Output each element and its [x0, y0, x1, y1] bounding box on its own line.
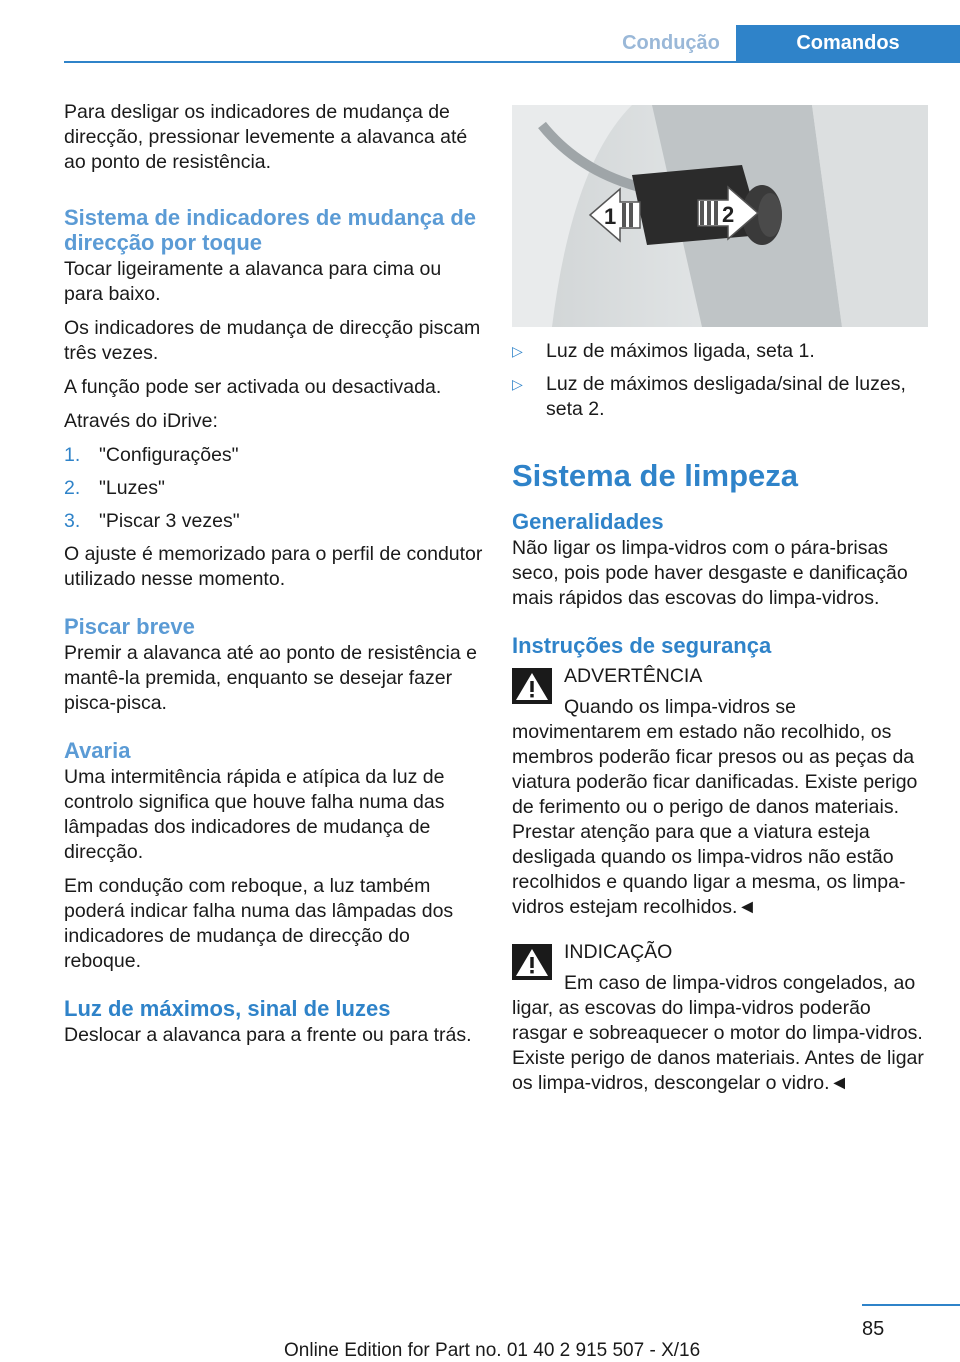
note-label: INDICAÇÃO	[564, 941, 673, 963]
fault-heading: Avaria	[64, 738, 131, 763]
list-item	[64, 509, 484, 534]
warning-block	[512, 664, 930, 920]
header-section-tab: Condução	[622, 31, 720, 54]
touch-paragraph-1: Tocar ligeiramente a alavanca para cima ou para baixo.	[64, 258, 442, 305]
arrow-1-label: 1	[604, 204, 617, 229]
header-chapter-tab: Comandos	[736, 25, 960, 62]
lever-drawing	[512, 105, 928, 327]
high-beam-heading: Luz de máximos, sinal de luzes	[64, 996, 391, 1021]
list-item	[64, 443, 484, 468]
bullet-text: Luz de máximos ligada, seta 1.	[546, 340, 815, 362]
left-column	[64, 100, 484, 1057]
step-number: 3.	[64, 510, 81, 532]
intro-paragraph: Para desligar os indicadores de mudança de direcção, pressionar levemente a alavanca até ao ponto de resistência.	[64, 101, 468, 173]
list-item	[512, 339, 930, 364]
list-item	[512, 372, 930, 422]
warning-triangle-icon	[512, 668, 552, 704]
general-heading: Generalidades	[512, 509, 664, 534]
touch-paragraph-5: O ajuste é memorizado para o perfil de condutor utilizado nesse momento.	[64, 543, 483, 590]
arrow-2-label: 2	[722, 202, 735, 227]
brief-paragraph: Premir a alavanca até ao ponto de resistência e mantê-la premida, enquanto se desejar fazer pisca-pisca.	[64, 642, 477, 714]
fault-paragraph-2: Em condução com reboque, a luz também poderá indicar falha numa das lâmpadas dos indicadores de mudança de direcção do reboque.	[64, 875, 454, 972]
step-number: 1.	[64, 444, 81, 466]
brief-flash-heading: Piscar breve	[64, 614, 195, 639]
page-number: 85	[862, 1318, 885, 1340]
step-number: 2.	[64, 477, 81, 499]
high-beam-paragraph: Deslocar a alavanca para a frente ou para trás.	[64, 1024, 472, 1046]
general-paragraph: Não ligar os limpa-vidros com o pára-brisas seco, pois pode haver desgaste e danificação mais rápidos das escovas do limpa-vidros.	[512, 537, 908, 609]
note-text: Em caso de limpa-vidros congelados, ao ligar, as escovas do limpa-vidros poderão rasgar e sobreaquecer o motor do limpa-vidros. Existe perigo de danos materiais. Antes de ligar os limpa-vidros, descongelar o vidro.◄	[512, 972, 924, 1094]
bullet-text: Luz de máximos desligada/sinal de luzes, seta 2.	[546, 373, 906, 420]
right-column	[512, 100, 930, 1096]
touch-signal-heading: Sistema de indicadores de mudança de direcção por toque	[64, 205, 477, 255]
touch-paragraph-4: Através do iDrive:	[64, 410, 218, 432]
step-text: "Piscar 3 vezes"	[99, 510, 240, 532]
footer-rule	[862, 1304, 960, 1306]
wiper-system-heading: Sistema de limpeza	[512, 458, 799, 493]
safety-heading: Instruções de segurança	[512, 633, 772, 658]
step-text: "Luzes"	[99, 477, 165, 499]
edition-line: Online Edition for Part no. 01 40 2 915 507 - X/16	[284, 1340, 701, 1361]
triangle-bullet-icon: ▷	[512, 376, 523, 392]
warning-text: Quando os limpa-vidros se movimentarem em estado não recolhido, os membros poderão ficar presos ou as peças da viatura poderão ficar danificadas. Existe perigo de ferimento ou o perigo de danos materiais. Prestar atenção para que a viatura esteja desligada quando os limpa-vidros não estão recolhidos e quando ligar a mesma, os limpa-vidros estejam recolhidos.◄	[512, 696, 918, 918]
triangle-bullet-icon: ▷	[512, 343, 523, 359]
lever-illustration	[512, 105, 928, 327]
note-block	[512, 940, 930, 1096]
touch-paragraph-3: A função pode ser activada ou desactivada.	[64, 376, 442, 398]
list-item	[64, 476, 484, 501]
idrive-steps-list	[64, 443, 484, 534]
warning-triangle-icon	[512, 944, 552, 980]
touch-paragraph-2: Os indicadores de mudança de direcção piscam três vezes.	[64, 317, 481, 364]
header-rule	[64, 61, 960, 63]
step-text: "Configurações"	[99, 444, 239, 466]
warning-label: ADVERTÊNCIA	[564, 665, 703, 687]
high-beam-bullets	[512, 339, 930, 422]
fault-paragraph-1: Uma intermitência rápida e atípica da luz de controlo significa que houve falha numa das lâmpadas dos indicadores de mudança de direcção.	[64, 766, 445, 863]
